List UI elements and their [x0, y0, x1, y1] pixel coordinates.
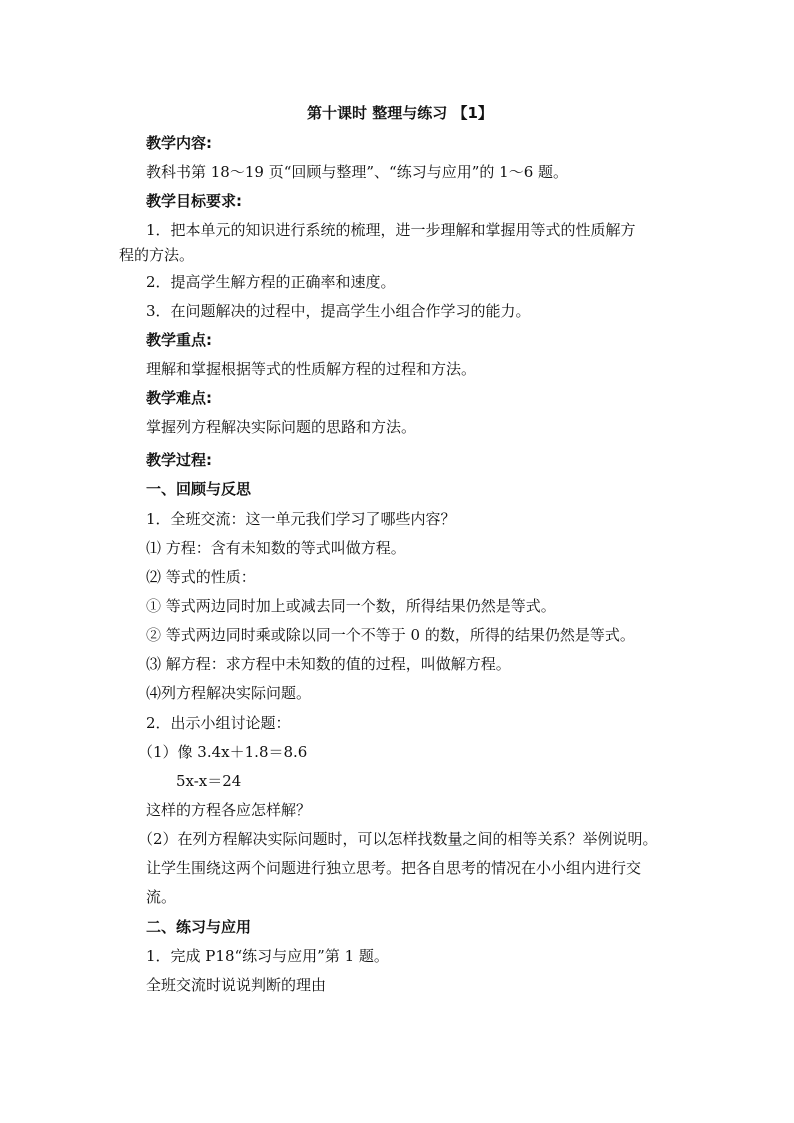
difficulty-text: 掌握列方程解决实际问题的思路和方法。	[146, 418, 417, 436]
property-add-subtract: ① 等式两边同时加上或减去同一个数，所得结果仍然是等式。	[146, 597, 556, 615]
heading-content: 教学内容:	[146, 134, 212, 152]
goal-3: 3．在问题解决的过程中，提高学生小组合作学习的能力。	[146, 302, 531, 320]
teacher-note-line-1: 让学生围绕这两个问题进行独立思考。把各自思考的情况在小小组内进行交	[146, 859, 642, 877]
discussion-item-1-question: 这样的方程各应怎样解？	[146, 801, 312, 819]
section-1-question-1: 1．全班交流：这一单元我们学习了哪些内容？	[146, 510, 456, 528]
point-solve-equation: ⑶ 解方程：求方程中未知数的值的过程，叫做解方程。	[146, 655, 511, 673]
goal-1-line-2: 程的方法。	[119, 246, 195, 264]
content-text: 教科书第 18～19 页“回顾与整理”、“练习与应用”的 1～6 题。	[146, 163, 569, 181]
goal-1-line-1: 1．把本单元的知识进行系统的梳理，进一步理解和掌握用等式的性质解方	[146, 221, 636, 239]
section-2-note: 全班交流时说说判断的理由	[146, 976, 327, 994]
heading-process: 教学过程:	[146, 451, 212, 469]
goal-2: 2．提高学生解方程的正确率和速度。	[146, 273, 396, 291]
discussion-item-1-equation-2: 5x-x＝24	[176, 772, 242, 790]
discussion-item-1: （1）像 3.4x＋1.8＝8.6	[138, 743, 308, 761]
heading-goals: 教学目标要求:	[146, 192, 242, 210]
teacher-note-line-2: 流。	[146, 888, 177, 906]
point-word-problems: ⑷列方程解决实际问题。	[146, 684, 312, 702]
heading-key-point: 教学重点:	[146, 331, 212, 349]
discussion-item-2: （2）在列方程解决实际问题时，可以怎样找数量之间的相等关系？举例说明。	[138, 830, 658, 848]
section-1-heading: 一、回顾与反思	[146, 480, 252, 498]
point-equation: ⑴ 方程：含有未知数的等式叫做方程。	[146, 539, 406, 557]
point-equality-property: ⑵ 等式的性质：	[146, 568, 256, 586]
heading-difficulty: 教学难点:	[146, 389, 212, 407]
property-multiply-divide: ② 等式两边同时乘或除以同一个不等于 0 的数，所得的结果仍然是等式。	[146, 626, 635, 644]
section-2-heading: 二、练习与应用	[146, 918, 252, 936]
section-2-question-1: 1．完成 P18“练习与应用”第 1 题。	[146, 947, 389, 965]
lesson-title: 第十课时 整理与练习 【1】	[307, 104, 493, 122]
key-point-text: 理解和掌握根据等式的性质解方程的过程和方法。	[146, 360, 477, 378]
section-1-question-2: 2．出示小组讨论题：	[146, 714, 291, 732]
